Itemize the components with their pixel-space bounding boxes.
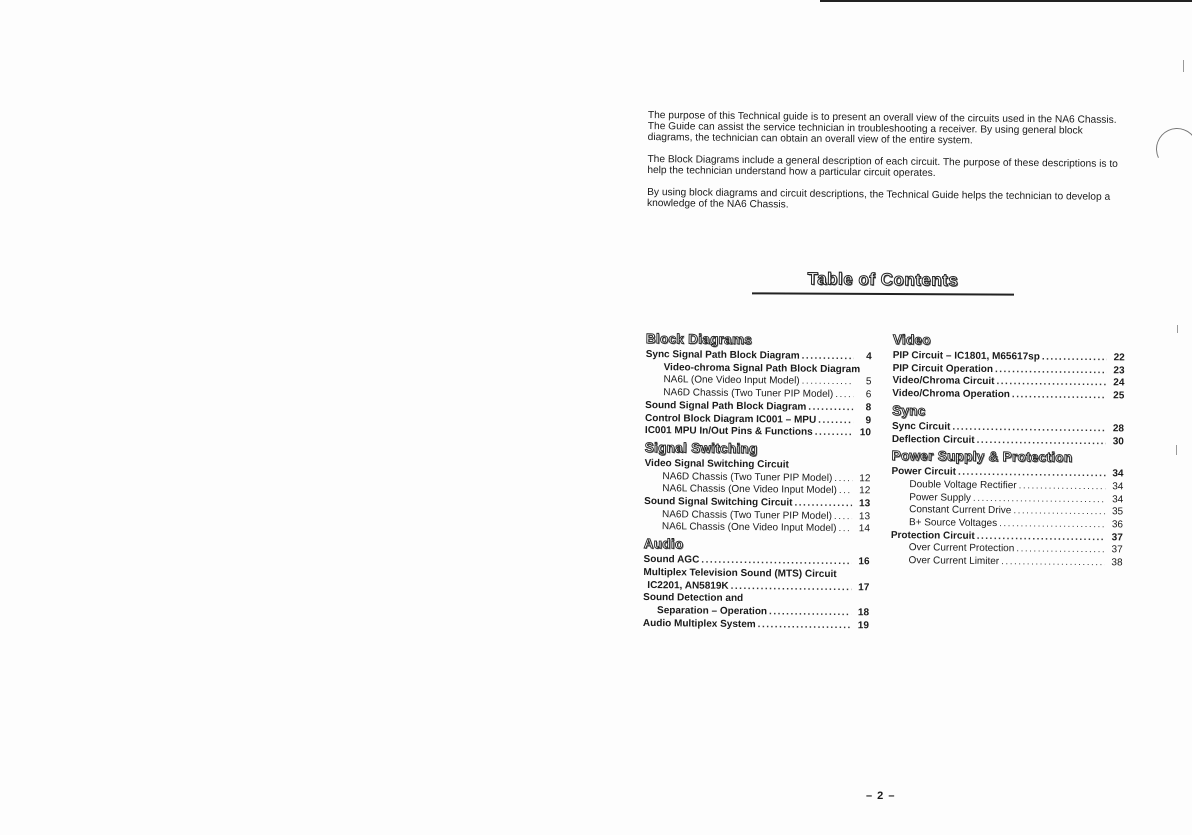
- edge-mark: [1176, 445, 1177, 455]
- intro-paragraph-1: The purpose of this Technical guide is to present an overall view of the circuits used in the NA6 Chassis. The Guide can assist the service technician in troubleshooting a receiver. By using general block diagrams, the technician can obtain an overall view of the entire system.: [647, 110, 1117, 147]
- entry-page: 28: [1112, 423, 1125, 435]
- entry-label: Double Voltage Rectifier: [909, 479, 1017, 492]
- entry-label: Sound AGC: [643, 554, 700, 566]
- toc-right-column: [891, 330, 1125, 570]
- entry-label: Video/Chroma Operation: [892, 388, 1011, 401]
- entry-label: IC2201, AN5819K: [647, 579, 729, 592]
- section-audio: Audio: [643, 536, 684, 552]
- entry-page: 9: [865, 414, 872, 426]
- entry-label: Power Circuit: [891, 466, 957, 478]
- page-number: – 2 –: [866, 790, 896, 802]
- entry-label: Control Block Diagram IC001 – MPU: [645, 412, 817, 426]
- entry-page: 34: [1112, 481, 1124, 493]
- entry-page: 12: [859, 485, 871, 497]
- section-video: Video: [892, 331, 931, 348]
- entry-page: 10: [859, 427, 871, 439]
- toc-left-column: [643, 329, 872, 633]
- entry-page: 18: [857, 607, 870, 619]
- entry-label: Sound Signal Path Block Diagram: [645, 399, 807, 413]
- entry-page: 24: [1113, 377, 1125, 389]
- edge-mark: [1183, 60, 1184, 72]
- entry-label: Over Current Protection: [908, 542, 1015, 555]
- entry-page: 14: [858, 523, 870, 535]
- entry-label: Video Signal Switching Circuit: [644, 457, 789, 471]
- entry-label: Video/Chroma Circuit: [892, 375, 995, 388]
- entry-label: Deflection Circuit: [891, 433, 975, 446]
- entry-label: Power Supply: [909, 491, 972, 504]
- entry-label: NA6D Chassis (Two Tuner PIP Model): [662, 508, 832, 522]
- entry-page: 35: [1111, 506, 1124, 518]
- toc-entry[interactable]: [643, 618, 869, 633]
- entry-label: NA6D Chassis (Two Tuner PIP Model): [662, 470, 833, 484]
- entry-page: 19: [857, 619, 869, 632]
- entry-page: 16: [858, 556, 870, 568]
- entry-label: NA6L (One Video Input Model): [663, 374, 800, 388]
- entry-page: 13: [858, 498, 871, 510]
- entry-page: 36: [1111, 519, 1124, 531]
- section-signal-switching: Signal Switching: [644, 439, 758, 457]
- toc-title-underline: [752, 292, 1014, 295]
- entry-label: Video-chroma Signal Path Block Diagram: [663, 361, 861, 375]
- entry-label: Sound Detection and: [643, 592, 744, 605]
- entry-page: 6: [865, 389, 872, 401]
- toc-title: Table of Contents: [807, 269, 959, 290]
- entry-label: Separation – Operation: [656, 605, 768, 618]
- entry-page: 34: [1112, 493, 1124, 506]
- entry-page: 23: [1113, 365, 1125, 377]
- entry-label: Over Current Limiter: [908, 555, 1000, 568]
- section-power-supply-protection: Power Supply & Protection: [891, 448, 1073, 466]
- entry-page: 8: [865, 402, 872, 414]
- entry-page: 37: [1111, 532, 1123, 544]
- entry-page: 34: [1112, 468, 1124, 480]
- entry-label: IC001 MPU In/Out Pins & Functions: [644, 425, 813, 438]
- section-block-diagrams: Block Diagrams: [645, 330, 753, 348]
- entry-label: Constant Current Drive: [909, 504, 1012, 517]
- entry-label: NA6D Chassis (Two Tuner PIP Model): [663, 387, 834, 401]
- entry-page: 17: [858, 581, 870, 593]
- entry-label: PIP Circuit – IC1801, M65617sp: [892, 349, 1040, 363]
- intro-text: [647, 110, 1128, 225]
- entry-label: Multiplex Television Sound (MTS) Circuit: [643, 566, 837, 580]
- entry-page: 25: [1113, 390, 1125, 402]
- entry-label: PIP Circuit Operation: [892, 362, 994, 375]
- entry-page: 30: [1112, 435, 1124, 447]
- section-sync: Sync: [892, 402, 926, 419]
- entry-label: B+ Source Voltages: [908, 517, 998, 530]
- intro-paragraph-2: The Block Diagrams include a general description of each circuit. The purpose of these descriptions is to help the technician understand how a particular circuit operates.: [647, 153, 1118, 180]
- toc-entry[interactable]: [644, 521, 870, 536]
- entry-page: 4: [866, 351, 872, 363]
- entry-page: 5: [865, 376, 872, 388]
- toc-entry[interactable]: [891, 555, 1123, 570]
- top-edge-rule: [820, 0, 1192, 2]
- toc-entry[interactable]: [892, 434, 1124, 449]
- binding-hole-mark: [1150, 122, 1192, 176]
- entry-page: 22: [1113, 352, 1125, 364]
- toc-entry[interactable]: [892, 388, 1124, 403]
- entry-label: Sync Circuit: [891, 420, 951, 433]
- entry-label: NA6L Chassis (One Video Input Model): [662, 483, 837, 497]
- entry-label: Sound Signal Switching Circuit: [644, 496, 793, 509]
- toc-entry[interactable]: [645, 425, 871, 440]
- entry-page: 38: [1111, 557, 1123, 569]
- entry-label: Sync Signal Path Block Diagram: [645, 348, 800, 362]
- intro-paragraph-3: By using block diagrams and circuit descriptions, the Technical Guide helps the technician to develop a knowledge of the NA6 Chassis.: [646, 186, 1111, 211]
- edge-mark: [1177, 325, 1178, 333]
- entry-label: Audio Multiplex System: [642, 617, 756, 630]
- entry-page: 13: [858, 510, 871, 523]
- entry-page: 12: [859, 472, 871, 484]
- entry-page: 37: [1111, 544, 1123, 556]
- entry-label: NA6L Chassis (One Video Input Model): [661, 521, 837, 535]
- entry-label: Protection Circuit: [890, 529, 975, 542]
